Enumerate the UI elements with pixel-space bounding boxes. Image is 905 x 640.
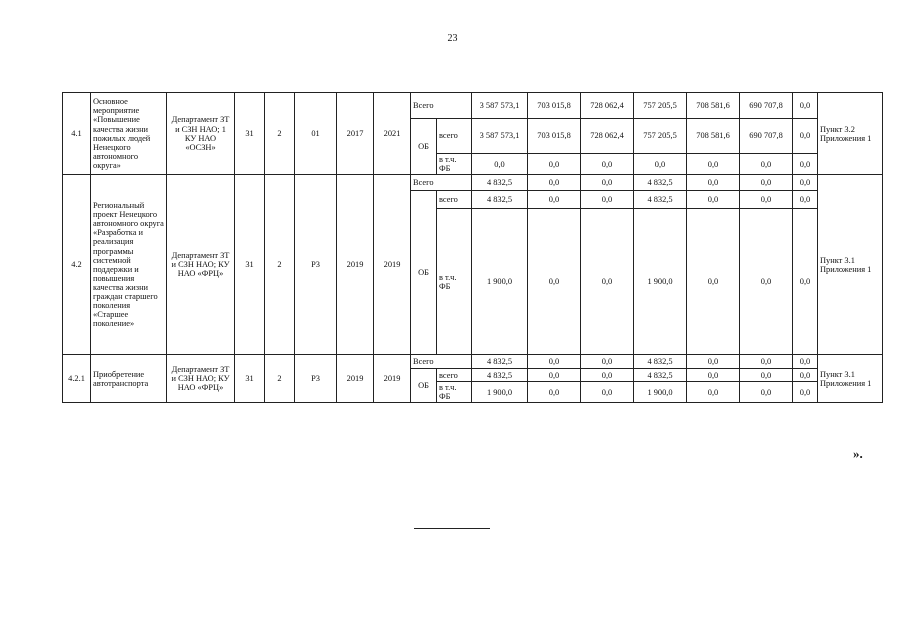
sub-fb-value: 0,0 xyxy=(687,154,740,175)
code-part-2: 2 xyxy=(265,93,295,175)
table-row xyxy=(63,355,883,369)
sub-all-label: всего xyxy=(437,191,472,209)
sub-fb-value: 0,0 xyxy=(581,154,634,175)
total-value: 0,0 xyxy=(793,355,818,369)
total-value: 0,0 xyxy=(687,355,740,369)
sub-fb-value: 0,0 xyxy=(793,382,818,403)
sub-fb-label: в т.ч. ФБ xyxy=(437,209,472,355)
budget-table xyxy=(62,92,883,403)
total-label: Всего xyxy=(411,175,472,191)
sub-all-value: 703 015,8 xyxy=(528,119,581,154)
sub-fb-value: 0,0 xyxy=(687,382,740,403)
sub-all-value: 757 205,5 xyxy=(634,119,687,154)
sub-fb-value: 0,0 xyxy=(687,209,740,355)
total-value: 0,0 xyxy=(581,175,634,191)
total-value: 703 015,8 xyxy=(528,93,581,119)
sub-fb-value: 0,0 xyxy=(581,382,634,403)
funding-source: ОБ xyxy=(411,369,437,403)
row-code: 4.2 xyxy=(63,175,91,355)
sub-fb-value: 0,0 xyxy=(528,154,581,175)
total-value: 4 832,5 xyxy=(634,175,687,191)
funding-source: ОБ xyxy=(411,119,437,175)
sub-all-value: 4 832,5 xyxy=(472,191,528,209)
sub-fb-value: 0,0 xyxy=(472,154,528,175)
closing-quote: ». xyxy=(853,446,863,461)
sub-all-value: 0,0 xyxy=(528,191,581,209)
sub-all-label: всего xyxy=(437,369,472,382)
sub-all-value: 4 832,5 xyxy=(634,191,687,209)
total-value: 0,0 xyxy=(687,175,740,191)
sub-fb-value: 0,0 xyxy=(793,209,818,355)
sub-fb-value: 0,0 xyxy=(740,382,793,403)
end-year: 2019 xyxy=(374,175,411,355)
code-part-2: 2 xyxy=(265,175,295,355)
sub-all-value: 0,0 xyxy=(581,191,634,209)
row-code: 4.2.1 xyxy=(63,355,91,403)
sub-fb-label: в т.ч. ФБ xyxy=(437,154,472,175)
row-name: Региональный проект Ненецкого автономного округа «Разработка и реализация программы системной поддержки и повышения качества жизни граждан старшего поколения «Старшее поколение» xyxy=(91,175,167,355)
total-label: Всего xyxy=(411,355,472,369)
table-row xyxy=(63,175,883,191)
sub-fb-value: 0,0 xyxy=(528,209,581,355)
total-value: 757 205,5 xyxy=(634,93,687,119)
total-value: 4 832,5 xyxy=(472,175,528,191)
total-value: 3 587 573,1 xyxy=(472,93,528,119)
page-number: 23 xyxy=(447,33,458,44)
sub-all-value: 4 832,5 xyxy=(634,369,687,382)
sub-fb-value: 0,0 xyxy=(740,154,793,175)
start-year: 2019 xyxy=(337,355,374,403)
total-value: 0,0 xyxy=(528,355,581,369)
code-part-3: 01 xyxy=(295,93,337,175)
sub-all-label: всего xyxy=(437,119,472,154)
total-value: 0,0 xyxy=(793,93,818,119)
sub-all-value: 0,0 xyxy=(793,191,818,209)
row-executor: Департамент ЗТ и СЗН НАО; КУ НАО «ФРЦ» xyxy=(167,355,235,403)
total-value: 728 062,4 xyxy=(581,93,634,119)
total-value: 4 832,5 xyxy=(634,355,687,369)
code-part-1: 31 xyxy=(235,175,265,355)
sub-all-value: 0,0 xyxy=(528,369,581,382)
start-year: 2017 xyxy=(337,93,374,175)
sub-fb-value: 0,0 xyxy=(581,209,634,355)
total-value: 0,0 xyxy=(581,355,634,369)
sub-fb-value: 0,0 xyxy=(793,154,818,175)
sub-all-value: 0,0 xyxy=(687,191,740,209)
reference: Пункт 3.2 Приложения 1 xyxy=(818,93,883,175)
total-value: 690 707,8 xyxy=(740,93,793,119)
sub-all-value: 728 062,4 xyxy=(581,119,634,154)
total-value: 0,0 xyxy=(528,175,581,191)
sub-all-value: 0,0 xyxy=(740,369,793,382)
sub-all-value: 4 832,5 xyxy=(472,369,528,382)
sub-fb-label: в т.ч. ФБ xyxy=(437,382,472,403)
funding-source: ОБ xyxy=(411,191,437,355)
sub-all-value: 3 587 573,1 xyxy=(472,119,528,154)
row-executor: Департамент ЗТ и СЗН НАО; КУ НАО «ФРЦ» xyxy=(167,175,235,355)
sub-all-value: 0,0 xyxy=(581,369,634,382)
row-executor: Департамент ЗТ и СЗН НАО; 1 КУ НАО «ОСЗН» xyxy=(167,93,235,175)
total-value: 0,0 xyxy=(793,175,818,191)
sub-fb-value: 0,0 xyxy=(634,154,687,175)
sub-fb-value: 1 900,0 xyxy=(634,209,687,355)
code-part-2: 2 xyxy=(265,355,295,403)
sub-all-value: 0,0 xyxy=(793,369,818,382)
start-year: 2019 xyxy=(337,175,374,355)
total-label: Всего xyxy=(411,93,472,119)
sub-all-value: 708 581,6 xyxy=(687,119,740,154)
total-value: 0,0 xyxy=(740,175,793,191)
end-year: 2021 xyxy=(374,93,411,175)
sub-fb-value: 0,0 xyxy=(740,209,793,355)
reference: Пункт 3.1 Приложения 1 xyxy=(818,175,883,355)
table-row xyxy=(63,93,883,119)
sub-all-value: 0,0 xyxy=(740,191,793,209)
total-value: 4 832,5 xyxy=(472,355,528,369)
footnote-rule xyxy=(414,528,490,529)
reference: Пункт 3.1 Приложения 1 xyxy=(818,355,883,403)
code-part-1: 31 xyxy=(235,93,265,175)
sub-fb-value: 0,0 xyxy=(528,382,581,403)
end-year: 2019 xyxy=(374,355,411,403)
row-name: Основное мероприятие «Повышение качества жизни пожилых людей Ненецкого автономного округа» xyxy=(91,93,167,175)
code-part-1: 31 xyxy=(235,355,265,403)
code-part-3: Р3 xyxy=(295,355,337,403)
sub-fb-value: 1 900,0 xyxy=(634,382,687,403)
sub-fb-value: 1 900,0 xyxy=(472,209,528,355)
total-value: 708 581,6 xyxy=(687,93,740,119)
sub-all-value: 690 707,8 xyxy=(740,119,793,154)
total-value: 0,0 xyxy=(740,355,793,369)
sub-all-value: 0,0 xyxy=(793,119,818,154)
code-part-3: Р3 xyxy=(295,175,337,355)
row-code: 4.1 xyxy=(63,93,91,175)
row-name: Приобретение автотранспорта xyxy=(91,355,167,403)
sub-all-value: 0,0 xyxy=(687,369,740,382)
sub-fb-value: 1 900,0 xyxy=(472,382,528,403)
